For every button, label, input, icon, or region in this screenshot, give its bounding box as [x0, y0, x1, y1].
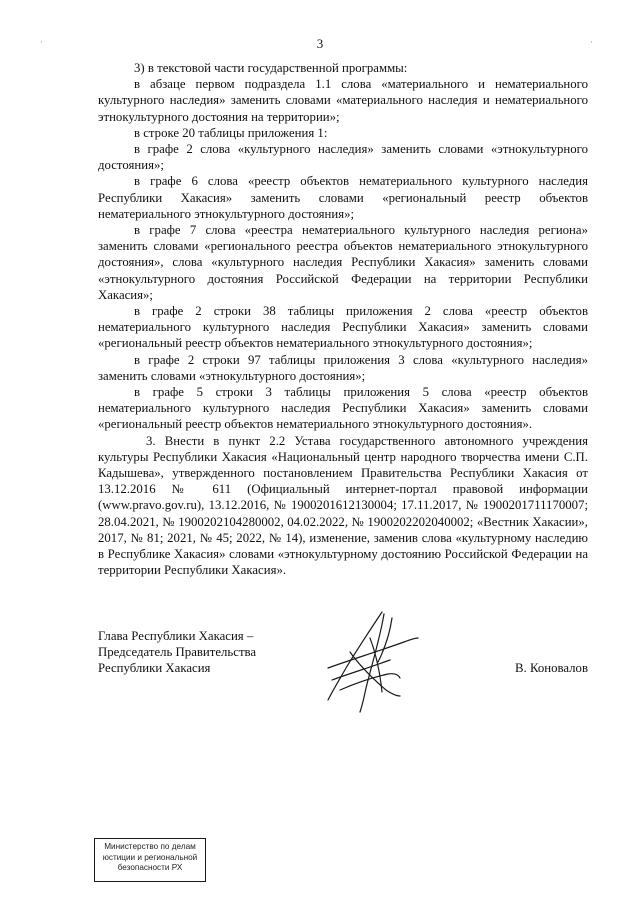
stamp-line: Министерство по делам: [104, 842, 196, 851]
handwritten-signature: [320, 608, 420, 718]
paragraph: в абзаце первом подраздела 1.1 слова «материального и нематериального культурного наследия» заменить словами «материального наследия и нематериального этнокультурного достояния на территории»;: [98, 77, 588, 124]
paragraph: в графе 2 строки 97 таблицы приложения 3 слова «культурного наследия» заменить словами «этнокультурного достояния»;: [98, 352, 588, 383]
stamp-line: безопасности РХ: [117, 863, 183, 872]
scan-mark: ˙: [590, 40, 593, 50]
paragraph: в графе 2 слова «культурного наследия» заменить словами «этнокультурного достояния»;: [98, 142, 588, 173]
paragraph: в графе 2 строки 38 таблицы приложения 2 слова «реестр объектов нематериального культурного наследия Республики Хакасия» заменить словами «региональный реестр объектов нематериального этнокультурного достояния»;: [98, 304, 588, 351]
paragraph: в графе 6 слова «реестр объектов нематериального культурного наследия Республики Хакасия» заменить словами «региональный реестр объектов нематериального этнокультурного достояния»;: [98, 174, 588, 221]
signer-title-line: Председатель Правительства: [98, 645, 257, 660]
signer-name: В. Коновалов: [515, 661, 588, 675]
stamp-line: юстиции и региональной: [102, 852, 198, 862]
registration-stamp: [94, 838, 206, 882]
paragraph-item-3: 3. Внести в пункт 2.2 Устава государственного автономного учреждения культуры Республики Хакасия «Национальный центр народного творчества имени С.П. Кадышева», утвержденного постановлением Правительства Республики Хакасия от 13.12.2016 № 611 (Официальный интернет-портал правовой информации (www.pravo.gov.ru), 13.12.2016, № 1900201612130004; 17.11.2017, № 1900201711170007; 28.04.2021, № 1900202104280002, 04.02.2022, № 1900202202040002; «Вестник Хакасии», 2017, № 81; 2021, № 45; 2022, № 14), изменение, заменив слова «культурному наследию в Республике Хакасия» словами «этнокультурному достоянию Российской Федерации на территории Республики Хакасия».: [98, 433, 588, 578]
signer-title-line: Республики Хакасия: [98, 661, 211, 676]
document-body: [98, 60, 588, 579]
paragraph: в графе 5 строки 3 таблицы приложения 5 слова «реестр объектов нематериального культурного наследия Республики Хакасия» заменить словами «региональный реестр объектов нематериального этнокультурного достояния».: [98, 385, 588, 432]
paragraph: 3) в текстовой части государственной программы:: [134, 61, 408, 75]
scan-mark: ˙: [40, 40, 43, 50]
paragraph: в графе 7 слова «реестра нематериального культурного наследия региона» заменить словами «регионального реестра объектов нематериального этнокультурного достояния», слова «культурного наследия Республики Хакасия» заменить словами «этнокультурного достояния Российской Федерации на территории Республики Хакасия»;: [98, 223, 588, 302]
page-number: 3: [316, 36, 324, 51]
paragraph: в строке 20 таблицы приложения 1:: [134, 125, 328, 140]
signer-title: [98, 628, 318, 677]
signer-title-line: Глава Республики Хакасия –: [98, 629, 254, 643]
